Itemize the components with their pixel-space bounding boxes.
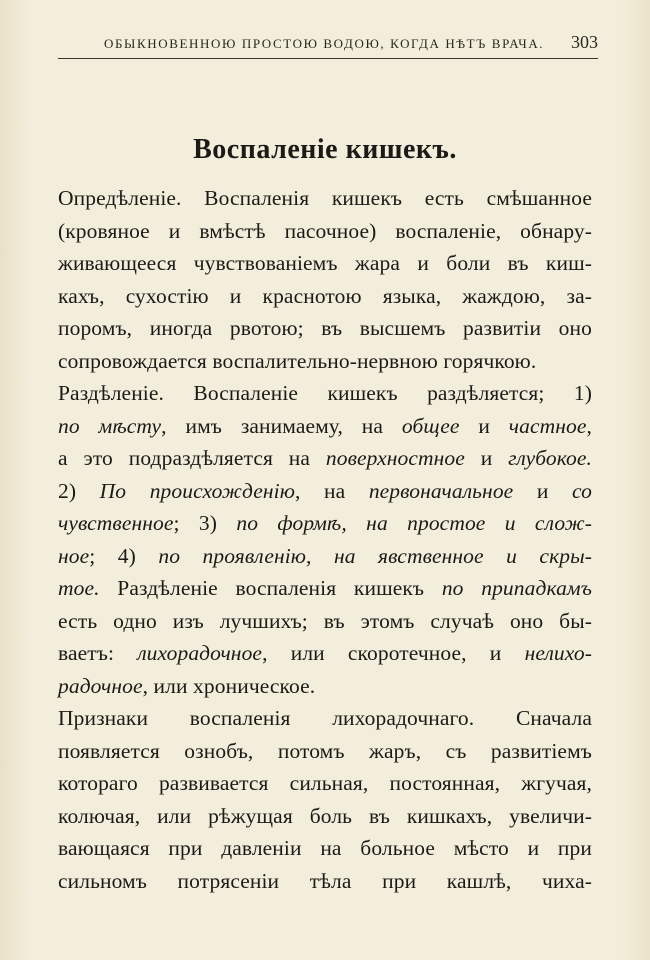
running-title: ОБЫКНОВЕННОЮ ПРОСТОЮ ВОДОЮ, КОГДА НѢТЪ ВРАЧА. [104,36,545,51]
text-line [58,670,592,703]
text-segment: (кровяное и вмѣстѣ пасочное) воспаленіе, обнару- [58,218,592,243]
text-segment: , на [294,478,369,503]
text-segment: Раздѣленіе. Воспаленіе кишекъ раздѣляется; 1) [58,381,592,405]
text-segment: а это подраздѣляется на [58,446,326,470]
text-line [58,800,592,833]
text-segment: поромъ, иногда рвотою; въ высшемъ развитіи оно [58,316,592,340]
section-title: Воспаленіе кишекъ. [193,134,457,165]
text-segment: ; 4) [89,543,159,568]
text-line [58,345,592,378]
italic-text: лихорадочное [137,641,263,665]
text-line [58,442,592,475]
italic-text: радочное [58,673,143,698]
text-segment: живающееся чувствованіемъ жара и боли въ киш- [58,251,592,275]
italic-text: частное [508,413,587,438]
italic-text: по мѣсту [58,413,162,438]
italic-text: нелихо- [524,641,592,665]
italic-text: со [572,478,592,503]
text-line [58,247,592,280]
text-line [58,702,592,735]
italic-text: ное [58,543,90,568]
text-segment: , или хроническое. [142,673,316,698]
italic-text: первоначальное [368,478,514,503]
italic-text: чувственное [58,511,174,535]
text-line [58,377,592,410]
text-line [58,767,592,800]
text-segment: ; 3) [173,511,237,535]
text-segment: и [459,413,509,438]
body-text [58,182,592,897]
text-segment: кахъ, сухостію и краснотою языка, жаждою, за- [58,283,592,308]
text-line [58,410,592,443]
text-segment: колючая, или рѣжущая боль въ кишкахъ, увеличи- [58,803,592,828]
text-segment: Раздѣленіе воспаленія кишекъ [99,576,442,600]
text-segment: вающаяся при давленіи на больное мѣсто и при [58,836,592,860]
text-segment: Признаки воспаленія лихорадочнаго. Сначала [58,706,592,730]
text-line [58,572,592,605]
text-line [58,312,592,345]
text-segment: Опредѣленіе. Воспаленія кишекъ есть смѣшанное [58,186,592,210]
text-segment: , или скоротечное, и [262,641,525,665]
text-segment: есть одно изъ лучшихъ; въ этомъ случаѣ оно бы- [58,608,592,633]
text-line [58,215,592,248]
italic-text: по припадкамъ [441,576,592,600]
running-header [58,30,598,59]
italic-text: общее [401,413,460,438]
text-line [58,182,592,215]
text-segment: и [464,446,509,470]
text-line [58,735,592,768]
page-number: 303 [571,32,598,52]
text-line [58,637,592,670]
italic-text: поверхностное [325,446,465,470]
text-segment: , [586,413,592,438]
text-line [58,865,592,898]
text-line [58,475,592,508]
text-segment: , имъ занимаему, на [161,413,402,438]
text-segment: котораго развивается сильная, постоянная, жгучая, [58,771,592,795]
italic-text: тое. [58,576,100,600]
text-line [58,507,592,540]
italic-text: По происхожденію [99,478,295,503]
text-line [58,605,592,638]
text-segment: сильномъ потрясеніи тѣла при кашлѣ, чиха- [58,868,592,893]
text-segment: сопровождается воспалительно-нервною горячкою. [58,348,537,373]
italic-text: глубокое. [508,446,592,470]
text-segment: появляется ознобъ, потомъ жаръ, съ развитіемъ [58,738,592,763]
italic-text: по формѣ, на простое и слож- [236,511,592,535]
italic-text: по проявленію, на явственное и скры- [158,543,592,568]
text-segment: ваетъ: [58,641,138,665]
text-line [58,540,592,573]
text-segment: 2) [58,478,100,503]
text-line [58,832,592,865]
text-segment: и [513,478,573,503]
text-line [58,280,592,313]
